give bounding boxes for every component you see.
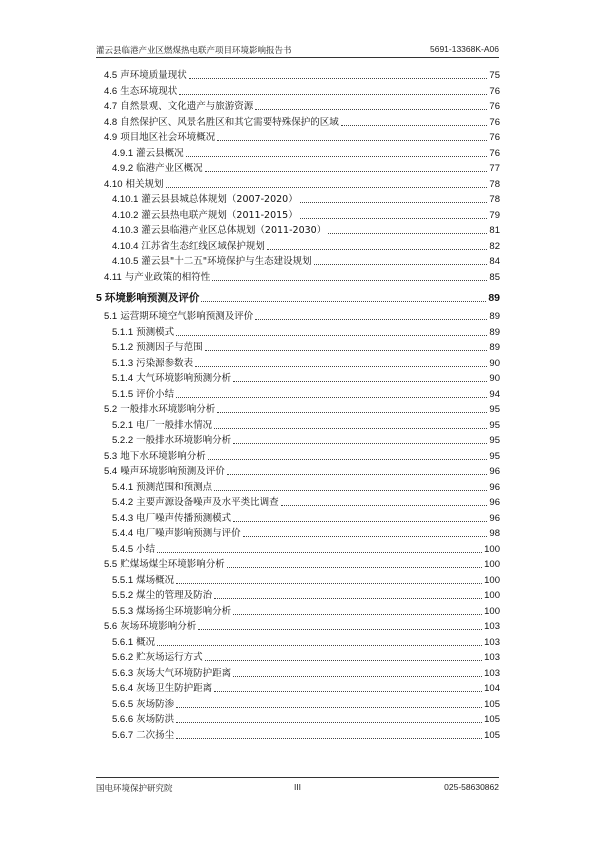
toc-entry-page: 89: [488, 292, 500, 304]
toc-dot-leader: [176, 335, 487, 336]
toc-entry-number: 5.6.7: [112, 729, 134, 741]
toc-entry-title: 污染源参数表: [136, 357, 194, 369]
toc-dot-leader: [176, 583, 482, 584]
toc-dot-leader: [212, 280, 487, 281]
toc-entry[interactable]: [96, 588, 500, 604]
toc-entry[interactable]: [96, 712, 500, 728]
toc-dot-leader: [255, 109, 487, 110]
toc-entry-page: 90: [489, 373, 500, 384]
toc-entry-title: 灰场大气环境防护距离: [136, 667, 232, 679]
toc-entry-title: 自然保护区、风景名胜区和其它需要特殊保护的区域: [120, 116, 339, 128]
toc-entry-title: 电厂一般排水情况: [136, 419, 213, 431]
toc-entry[interactable]: [96, 325, 500, 341]
toc-entry[interactable]: [96, 604, 500, 620]
toc-entry-number: 4.8: [104, 116, 118, 128]
toc-entry-number: 4.10.3: [112, 225, 139, 236]
toc-entry-title: 概况: [136, 636, 156, 648]
header-document-code: 5691-13368K-A06: [429, 44, 499, 54]
toc-entry[interactable]: [96, 68, 500, 84]
toc-entry-page: 103: [484, 621, 500, 632]
toc-entry-page: 75: [489, 70, 500, 81]
toc-entry-page: 100: [484, 574, 500, 586]
toc-entry[interactable]: [96, 177, 500, 193]
toc-entry-page: 78: [489, 178, 500, 190]
toc-entry-number: 5.4.4: [112, 528, 134, 539]
toc-entry-title: 相关规划: [125, 178, 164, 190]
toc-entry-number: 4.10.1: [112, 194, 139, 205]
toc-entry[interactable]: [96, 208, 500, 224]
toc-entry-page: 77: [489, 163, 500, 174]
toc-entry-page: 85: [489, 271, 500, 283]
toc-entry-number: 4.9.1: [112, 147, 134, 159]
toc-entry-number: 5.6.6: [112, 714, 134, 725]
toc-dot-leader: [233, 381, 487, 382]
toc-entry-page: 96: [489, 466, 500, 477]
toc-dot-leader: [314, 264, 488, 265]
toc-entry-number: 5.4.5: [112, 543, 134, 555]
toc-entry-page: 95: [489, 419, 500, 431]
toc-entry-title: 江苏省生态红线区域保护规划: [141, 240, 265, 252]
toc-entry-number: 5.6.1: [112, 636, 134, 648]
toc-entry-title: 灰场卫生防护距离: [136, 683, 213, 694]
toc-entry-page: 76: [489, 147, 500, 159]
toc-entry-number: 4.6: [104, 85, 118, 97]
toc-dot-leader: [217, 412, 487, 413]
toc-entry-number: 5.4: [104, 466, 118, 477]
toc-entry[interactable]: [96, 666, 500, 682]
toc-entry-number: 5.6.2: [112, 652, 134, 663]
toc-entry-page: 79: [489, 209, 500, 221]
toc-dot-leader: [205, 660, 482, 661]
toc-dot-leader: [205, 171, 488, 172]
toc-dot-leader: [179, 94, 487, 95]
toc-dot-leader: [186, 156, 488, 157]
toc-entry[interactable]: [96, 495, 500, 511]
toc-entry[interactable]: [96, 402, 500, 418]
toc-entry-page: 100: [484, 605, 500, 617]
toc-dot-leader: [243, 536, 488, 537]
toc-entry-title: 大气环境影响预测分析: [136, 373, 232, 384]
toc-entry-page: 81: [489, 225, 500, 236]
toc-dot-leader: [198, 629, 482, 630]
toc-dot-leader: [214, 490, 487, 491]
toc-entry-number: 5.5.3: [112, 605, 134, 617]
toc-entry[interactable]: [96, 697, 500, 713]
toc-entry-page: 76: [489, 132, 500, 143]
toc-entry-title: 预测因子与范围: [136, 342, 203, 353]
toc-entry-number: 5: [96, 292, 102, 304]
toc-entry-number: 5.5.2: [112, 590, 134, 601]
toc-entry-number: 5.2.2: [112, 435, 134, 446]
toc-dot-leader: [205, 350, 488, 351]
toc-dot-leader: [328, 233, 487, 234]
toc-entry-number: 4.5: [104, 70, 118, 81]
toc-entry-number: 4.9: [104, 132, 118, 143]
toc-entry-title: 灌云县"十二五"环境保护与生态建设规划: [141, 256, 312, 267]
toc-entry-number: 5.6.4: [112, 683, 134, 694]
toc-entry-page: 84: [489, 256, 500, 267]
toc-entry-number: 5.1.5: [112, 388, 134, 400]
toc-dot-leader: [341, 125, 488, 126]
toc-entry[interactable]: [96, 449, 500, 465]
toc-entry-title: 灰场防洪: [136, 714, 175, 725]
toc-entry-number: 5.2: [104, 404, 118, 415]
toc-entry[interactable]: [96, 728, 500, 744]
toc-entry-title: 临港产业区概况: [136, 163, 203, 174]
footer-rule: [96, 777, 499, 778]
toc-entry-title: 煤场概况: [136, 574, 175, 586]
toc-entry-number: 5.4.1: [112, 481, 134, 493]
toc-entry-number: 4.7: [104, 101, 118, 112]
toc-entry-page: 100: [484, 543, 500, 555]
toc-entry-page: 82: [489, 240, 500, 252]
toc-entry-page: 105: [484, 698, 500, 710]
footer-page-number: III: [293, 782, 302, 792]
toc-entry-number: 5.4.3: [112, 512, 134, 524]
toc-entry-page: 78: [489, 194, 500, 205]
toc-entry[interactable]: [96, 387, 500, 403]
toc-entry-title: 小结: [136, 543, 156, 555]
toc-dot-leader: [233, 521, 487, 522]
toc-entry-title: 评价小结: [136, 388, 175, 400]
toc-entry-page: 76: [489, 101, 500, 112]
toc-dot-leader: [208, 459, 488, 460]
footer-phone: 025-58630862: [444, 782, 499, 792]
toc-entry-page: 95: [489, 435, 500, 446]
toc-entry-title: 主要声源设备噪声及水平类比调查: [136, 497, 279, 508]
toc-entry-title: 灰场环境影响分析: [120, 621, 197, 632]
toc-entry-page: 95: [489, 404, 500, 415]
toc-dot-leader: [214, 428, 487, 429]
toc-entry-number: 5.5.1: [112, 574, 134, 586]
toc-entry[interactable]: [96, 371, 500, 387]
toc-entry-title: 煤场扬尘环境影响分析: [136, 605, 232, 617]
toc-entry[interactable]: [96, 146, 500, 162]
toc-entry-title: 预测模式: [136, 326, 175, 338]
toc-entry-number: 5.2.1: [112, 419, 134, 431]
toc-entry-title: 自然景观、文化遗产与旅游资源: [120, 101, 254, 112]
toc-entry[interactable]: [96, 270, 500, 286]
toc-entry-page: 90: [489, 357, 500, 369]
toc-entry[interactable]: [96, 115, 500, 131]
toc-entry[interactable]: [96, 192, 500, 208]
toc-dot-leader: [233, 614, 482, 615]
toc-entry-page: 105: [484, 729, 500, 741]
toc-entry[interactable]: [96, 681, 500, 697]
toc-entry-number: 5.1.1: [112, 326, 134, 338]
toc-entry-title: 生态环境现状: [120, 85, 178, 97]
toc-dot-leader: [166, 187, 488, 188]
toc-entry-number: 5.1: [104, 311, 118, 322]
toc-entry-title: 灌云县概况: [136, 147, 184, 159]
toc-entry-page: 76: [489, 85, 500, 97]
toc-dot-leader: [267, 249, 487, 250]
toc-entry-page: 96: [489, 481, 500, 493]
toc-entry-number: 5.6.5: [112, 698, 134, 710]
toc-entry-title: 贮煤场煤尘环境影响分析: [120, 559, 225, 570]
toc-dot-leader: [157, 645, 482, 646]
toc-entry[interactable]: [96, 356, 500, 372]
toc-entry-title: 一般排水环境影响分析: [120, 404, 216, 415]
toc-dot-leader: [176, 397, 487, 398]
toc-entry[interactable]: [96, 619, 500, 635]
toc-entry[interactable]: [96, 433, 500, 449]
toc-entry-number: 5.4.2: [112, 497, 134, 508]
toc-dot-leader: [227, 474, 488, 475]
toc-entry[interactable]: [96, 309, 500, 325]
toc-entry-number: 5.1.3: [112, 357, 134, 369]
toc-entry[interactable]: [96, 464, 500, 480]
toc-entry-page: 98: [489, 528, 500, 539]
toc-entry[interactable]: [96, 418, 500, 434]
toc-dot-leader: [217, 140, 487, 141]
toc-entry-title: 预测范围和预测点: [136, 481, 213, 493]
toc-dot-leader: [201, 301, 486, 302]
toc-dot-leader: [214, 598, 482, 599]
toc-entry[interactable]: [96, 573, 500, 589]
toc-entry-title: 灌云县临港产业区总体规划（2011-2030）: [141, 225, 327, 236]
toc-entry-page: 89: [489, 311, 500, 322]
toc-entry-title: 一般排水环境影响分析: [136, 435, 232, 446]
toc-entry[interactable]: [96, 480, 500, 496]
toc-dot-leader: [195, 366, 487, 367]
toc-entry[interactable]: [96, 254, 500, 270]
toc-entry[interactable]: [96, 161, 500, 177]
toc-entry-number: 5.6: [104, 621, 118, 632]
toc-entry-number: 5.6.3: [112, 667, 134, 679]
toc-dot-leader: [157, 552, 482, 553]
toc-dot-leader: [176, 722, 482, 723]
toc-dot-leader: [255, 319, 487, 320]
table-of-contents: [96, 68, 500, 743]
toc-dot-leader: [281, 505, 488, 506]
footer-organization: 国电环境保护研究院: [96, 784, 173, 794]
toc-entry[interactable]: [96, 340, 500, 356]
toc-entry[interactable]: [96, 526, 500, 542]
toc-entry-number: 4.11: [104, 271, 122, 283]
toc-entry-title: 地下水环境影响分析: [120, 450, 206, 462]
toc-entry-title: 与产业政策的相符性: [124, 271, 211, 283]
toc-entry-title: 电厂噪声传播预测模式: [136, 512, 232, 524]
toc-entry-number: 5.3: [104, 450, 118, 462]
toc-entry-title: 灌云县县城总体规划（2007-2020）: [141, 194, 298, 205]
toc-entry-page: 100: [484, 590, 500, 601]
toc-entry-page: 89: [489, 342, 500, 353]
toc-entry-number: 5.1.4: [112, 373, 134, 384]
toc-entry-number: 4.10.5: [112, 256, 139, 267]
toc-entry[interactable]: [96, 99, 500, 115]
toc-entry-title: 贮灰场运行方式: [136, 652, 203, 663]
toc-entry-page: 105: [484, 714, 500, 725]
toc-entry-number: 4.10: [104, 178, 123, 190]
toc-entry-page: 94: [489, 388, 500, 400]
toc-entry[interactable]: [96, 223, 500, 239]
toc-entry-title: 声环境质量现状: [120, 70, 187, 81]
toc-entry-title: 二次扬尘: [136, 729, 175, 741]
page-header: [96, 44, 499, 58]
toc-entry-title: 运营期环境空气影响预测及评价: [120, 311, 254, 322]
toc-entry-title: 灰场防渗: [136, 698, 175, 710]
toc-entry-page: 95: [489, 450, 500, 462]
toc-dot-leader: [176, 738, 482, 739]
toc-entry-title: 项目地区社会环境概况: [120, 132, 216, 143]
toc-entry[interactable]: [96, 84, 500, 100]
toc-dot-leader: [176, 707, 482, 708]
toc-dot-leader: [300, 218, 488, 219]
toc-entry-page: 104: [484, 683, 500, 694]
toc-entry-page: 96: [489, 512, 500, 524]
toc-entry[interactable]: [96, 542, 500, 558]
page-footer: [96, 782, 499, 796]
toc-entry[interactable]: [96, 511, 500, 527]
header-title: 灌云县临港产业区燃煤热电联产项目环境影响报告书: [96, 46, 292, 56]
toc-entry-title: 环境影响预测及评价: [104, 292, 200, 304]
toc-entry-page: 100: [484, 559, 500, 570]
toc-entry-page: 103: [484, 667, 500, 679]
toc-entry[interactable]: [96, 635, 500, 651]
toc-chapter-entry[interactable]: [96, 288, 500, 308]
toc-dot-leader: [233, 676, 482, 677]
toc-entry[interactable]: [96, 557, 500, 573]
toc-entry[interactable]: [96, 130, 500, 146]
toc-entry-title: 噪声环境影响预测及评价: [120, 466, 225, 477]
toc-dot-leader: [189, 78, 488, 79]
toc-entry-title: 煤尘的管理及防治: [136, 590, 213, 601]
toc-entry-title: 灌云县热电联产规划（2011-2015）: [141, 209, 298, 221]
toc-entry-number: 4.10.4: [112, 240, 139, 252]
toc-entry-page: 89: [489, 326, 500, 338]
toc-entry-page: 76: [489, 116, 500, 128]
toc-entry-number: 4.9.2: [112, 163, 134, 174]
toc-dot-leader: [300, 202, 488, 203]
toc-entry[interactable]: [96, 239, 500, 255]
toc-entry[interactable]: [96, 650, 500, 666]
toc-entry-title: 电厂噪声影响预测与评价: [136, 528, 241, 539]
toc-entry-number: 5.5: [104, 559, 118, 570]
toc-entry-page: 96: [489, 497, 500, 508]
toc-dot-leader: [214, 691, 482, 692]
toc-entry-number: 5.1.2: [112, 342, 134, 353]
toc-entry-page: 103: [484, 652, 500, 663]
header-rule: [96, 57, 499, 58]
toc-dot-leader: [233, 443, 487, 444]
toc-entry-page: 103: [484, 636, 500, 648]
toc-dot-leader: [227, 567, 482, 568]
toc-entry-number: 4.10.2: [112, 209, 139, 221]
